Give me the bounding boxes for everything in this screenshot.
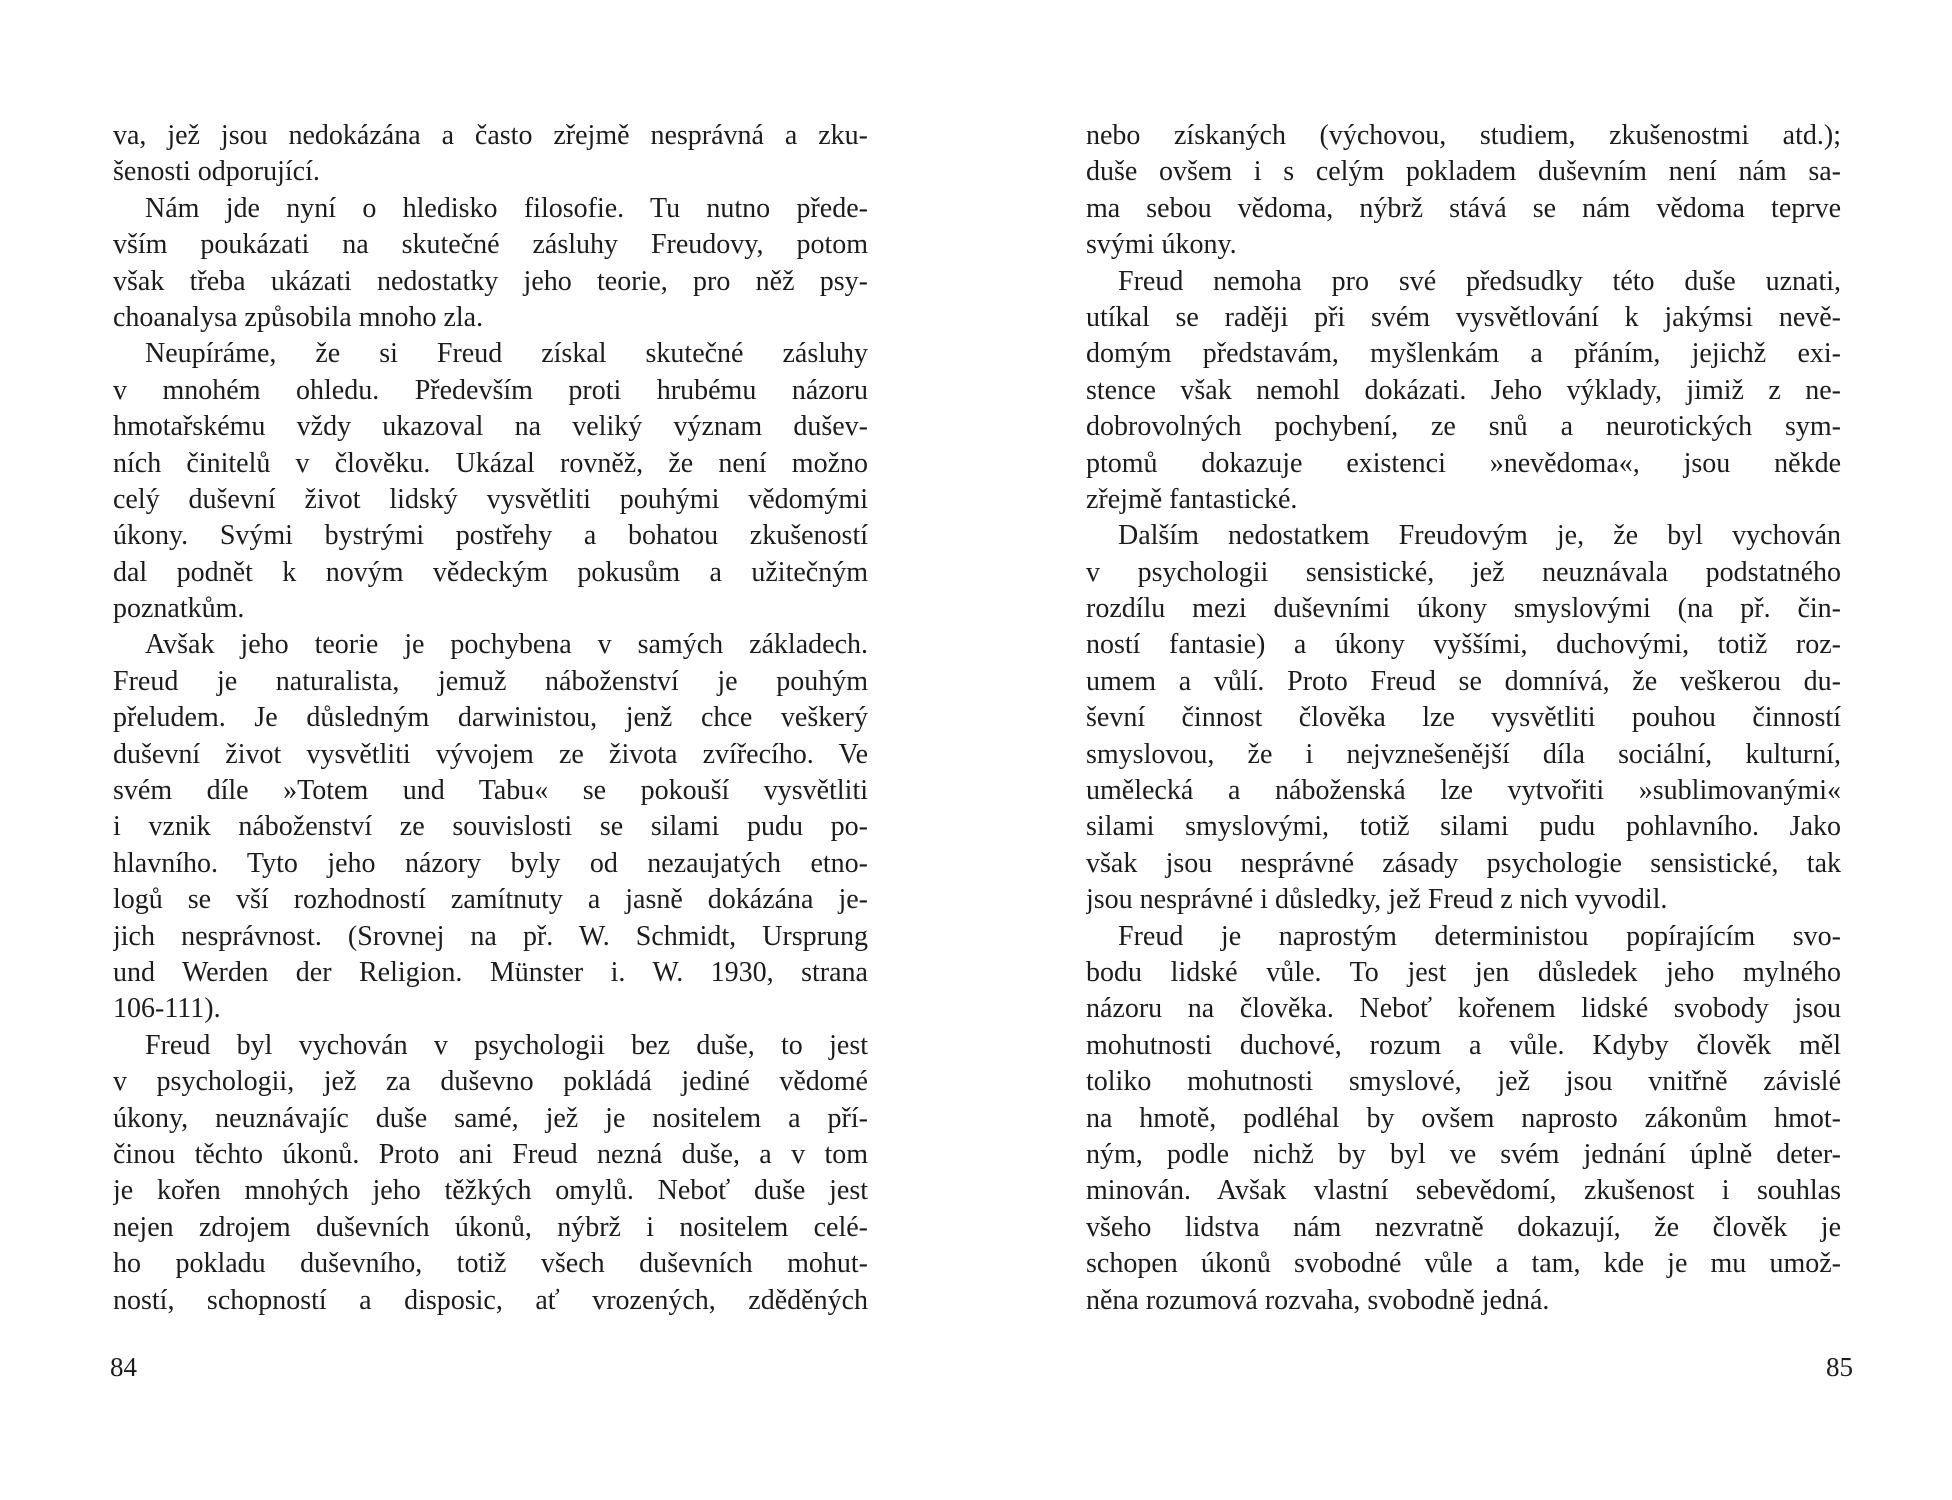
text-line: vším poukázati na skutečné zásluhy Freudovy, potom (113, 229, 868, 261)
page-number-right: 85 (1826, 1352, 1853, 1382)
text-line: domým představám, myšlenkám a přáním, jejichž exi- (1086, 338, 1841, 370)
text-line: však třeba ukázati nedostatky jeho teorie, pro něž psy- (113, 265, 868, 297)
text-line: rozdílu mezi duševními úkony smyslovými (na př. čin- (1086, 593, 1841, 625)
text-line: smyslovou, že i nejvznešenější díla sociální, kulturní, (1086, 738, 1841, 770)
text-line: und Werden der Religion. Münster i. W. 1930, strana (113, 956, 868, 988)
text-line: schopen úkonů svobodné vůle a tam, kde je mu umož- (1086, 1248, 1841, 1280)
text-line: ních činitelů v člověku. Ukázal rovněž, že není možno (113, 447, 868, 479)
text-line: hlavního. Tyto jeho názory byly od nezaujatých etno- (113, 847, 868, 879)
text-line: dobrovolných pochybení, ze snů a neurotických sym- (1086, 411, 1841, 443)
text-line: v mnohém ohledu. Především proti hrubému názoru (113, 374, 868, 406)
text-line: ným, podle nichž by byl ve svém jednání úplně deter- (1086, 1138, 1841, 1170)
text-line: Freud je naprostým deterministou popírajícím svo- (1118, 920, 1841, 952)
text-line: ností fantasie) a úkony vyššími, duchovými, totiž roz- (1086, 629, 1841, 661)
text-line: hmotařskému vždy ukazoval na veliký význam dušev- (113, 411, 868, 443)
text-line: va, jež jsou nedokázána a často zřejmě nesprávná a zku- (113, 120, 868, 151)
text-line: silami smyslovými, totiž silami pudu pohlavního. Jako (1086, 811, 1841, 843)
text-line: úkony. Svými bystrými postřehy a bohatou zkušeností (113, 520, 868, 552)
text-line: v psychologii sensistické, jež neuznávala podstatného (1086, 556, 1841, 588)
text-line: duševní život vysvětliti vývojem ze života zvířecího. Ve (113, 738, 868, 770)
text-line: ševní činnost člověka lze vysvětliti pouhou činností (1086, 702, 1841, 734)
text-line: toliko mohutnosti smyslové, jež jsou vnitřně závislé (1086, 1066, 1841, 1098)
text-line: poznatkům. (113, 593, 245, 625)
text-line: jsou nesprávné i důsledky, jež Freud z nich vyvodil. (1086, 884, 1668, 916)
text-line: i vznik náboženství ze souvislosti se silami pudu po- (113, 811, 868, 843)
text-line: názoru na člověka. Neboť kořenem lidské svobody jsou (1086, 993, 1841, 1025)
text-line: Avšak jeho teorie je pochybena v samých základech. (145, 629, 868, 661)
text-line: všeho lidstva nám nezvratně dokazují, že člověk je (1086, 1211, 1841, 1243)
text-line: celý duševní život lidský vysvětliti pouhými vědomými (113, 483, 868, 515)
text-line: mohutnosti duchové, rozum a vůle. Kdyby člověk měl (1086, 1029, 1841, 1061)
text-line: ma sebou vědoma, nýbrž stává se nám vědoma teprve (1086, 192, 1841, 224)
text-line: ptomů dokazuje existenci »nevědoma«, jsou někde (1086, 447, 1841, 479)
text-line: umem a vůlí. Proto Freud se domnívá, že veškerou du- (1086, 665, 1841, 697)
text-line: Freud nemoha pro své předsudky této duše uznati, (1118, 265, 1841, 297)
text-line: přeludem. Je důsledným darwinistou, jenž chce veškerý (113, 702, 868, 734)
text-line: utíkal se raději při svém vysvětlování k jakýmsi nevě- (1086, 301, 1841, 333)
text-line: logů se vší rozhodností zamítnuty a jasně dokázána je- (113, 884, 868, 916)
text-line: úkony, neuznávajíc duše samé, jež je nositelem a pří- (113, 1102, 868, 1134)
text-line: bodu lidské vůle. To jest jen důsledek jeho mylného (1086, 956, 1841, 988)
text-line: choanalysa způsobila mnoho zla. (113, 301, 484, 333)
text-line: něna rozumová rozvaha, svobodně jedná. (1086, 1284, 1550, 1316)
text-line: ností, schopností a disposic, ať vrozených, zděděných (113, 1284, 868, 1316)
text-line: jich nesprávnost. (Srovnej na př. W. Schmidt, Ursprung (113, 920, 868, 952)
right-page (976, 0, 1952, 1500)
text-line: však jsou nesprávné zásady psychologie sensistické, tak (1086, 847, 1841, 879)
text-line: Nám jde nyní o hledisko filosofie. Tu nutno přede- (145, 192, 868, 224)
text-line: umělecká a náboženská lze vytvořiti »sublimovanými« (1086, 775, 1841, 807)
right-page-body (1086, 118, 1841, 1319)
text-line: ho pokladu duševního, totiž všech duševních mohut- (113, 1248, 868, 1280)
text-line: duše ovšem i s celým pokladem duševním není nám sa- (1086, 156, 1841, 188)
text-line: je kořen mnohých jeho těžkých omylů. Neboť duše jest (113, 1175, 868, 1207)
left-page-body (113, 118, 868, 1319)
text-line: Dalším nedostatkem Freudovým je, že byl vychován (1118, 520, 1841, 552)
text-line: v psychologii, jež za duševno pokládá jediné vědomé (113, 1066, 868, 1098)
text-line: nejen zdrojem duševních úkonů, nýbrž i nositelem celé- (113, 1211, 868, 1243)
text-line: stence však nemohl dokázati. Jeho výklady, jimiž z ne- (1086, 374, 1841, 406)
text-line: zřejmě fantastické. (1086, 483, 1298, 515)
text-line: dal podnět k novým vědeckým pokusům a užitečným (113, 556, 868, 588)
text-line: 106-111). (113, 993, 221, 1025)
text-line: činou těchto úkonů. Proto ani Freud nezná duše, a v tom (113, 1138, 868, 1170)
text-line: Freud je naturalista, jemuž náboženství je pouhým (113, 665, 868, 697)
text-line: Freud byl vychován v psychologii bez duše, to jest (145, 1029, 868, 1061)
text-line: svém díle »Totem und Tabu« se pokouší vysvětliti (113, 775, 868, 807)
text-line: na hmotě, podléhal by ovšem naprosto zákonům hmot- (1086, 1102, 1841, 1134)
text-line: nebo získaných (výchovou, studiem, zkušenostmi atd.); (1086, 120, 1841, 151)
text-line: svými úkony. (1086, 229, 1237, 261)
text-line: šenosti odporující. (113, 156, 320, 188)
page-number-left: 84 (110, 1352, 137, 1382)
text-line: minován. Avšak vlastní sebevědomí, zkušenost i souhlas (1086, 1175, 1841, 1207)
text-line: Neupíráme, že si Freud získal skutečné zásluhy (145, 338, 868, 370)
